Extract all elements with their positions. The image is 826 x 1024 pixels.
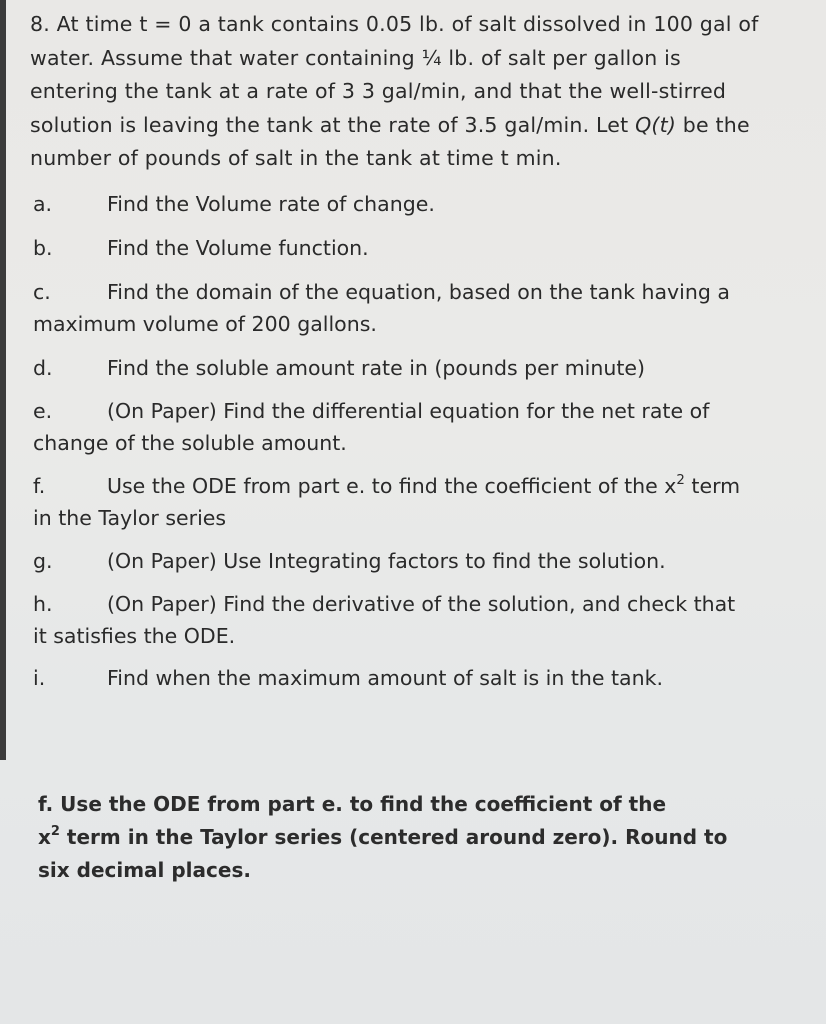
question-d [33,352,803,384]
question-b [33,232,803,264]
question-text: Find the domain of the equation, based on the tank having a [107,280,730,304]
question-g [33,545,803,577]
problem-statement [30,8,810,176]
question-label: g. [33,549,53,573]
followup-question [38,788,798,887]
question-c [33,276,803,340]
question-text: Find when the maximum amount of salt is in the tank. [107,666,663,690]
question-a [33,188,803,220]
question-text: Use the ODE from part e. to find the coefficient of the $x^2$ term [107,472,741,498]
problem-line: 8. At time t = 0 a tank contains 0.05 lb. of salt dissolved in 100 gal of [30,12,759,36]
question-text: (On Paper) Find the derivative of the solution, and check that [107,592,736,616]
question-label: e. [33,399,53,423]
question-text: (On Paper) Find the differential equation for the net rate of [107,399,710,423]
question-f [33,470,803,534]
question-label: a. [33,192,53,216]
question-e [33,395,803,459]
question-label: h. [33,592,53,616]
followup-line: f. Use the ODE from part e. to find the coefficient of the [38,792,667,816]
followup-line: $x^2$ term in the Taylor series (centered around zero). Round to [38,824,728,849]
question-label: f. [33,474,46,498]
question-continuation: in the Taylor series [33,506,227,530]
question-continuation: it satisfies the ODE. [33,624,236,648]
question-text: Find the Volume rate of change. [107,192,435,216]
question-label: b. [33,236,53,260]
question-i [33,662,803,694]
problem-line: water. Assume that water containing ¼ lb. of salt per gallon is [30,45,681,70]
question-continuation: maximum volume of 200 gallons. [33,312,377,336]
question-label: i. [33,666,46,690]
question-continuation: change of the soluble amount. [33,431,347,455]
left-frame-edge [0,0,6,760]
problem-line: number of pounds of salt in the tank at time t min. [30,146,562,170]
problem-line: solution is leaving the tank at the rate of 3.5 gal/min. Let Q(t) be the [30,112,750,137]
question-h [33,588,803,652]
question-label: c. [33,280,51,304]
q-of-t: Q(t) [635,112,677,137]
question-text: Find the Volume function. [107,236,369,260]
followup-line: six decimal places. [38,858,251,882]
question-text: Find the soluble amount rate in (pounds per minute) [107,356,646,380]
question-label: d. [33,356,53,380]
question-text: (On Paper) Use Integrating factors to find the solution. [107,549,666,573]
problem-line: entering the tank at a rate of 3 3 gal/min, and that the well-stirred [30,79,727,103]
